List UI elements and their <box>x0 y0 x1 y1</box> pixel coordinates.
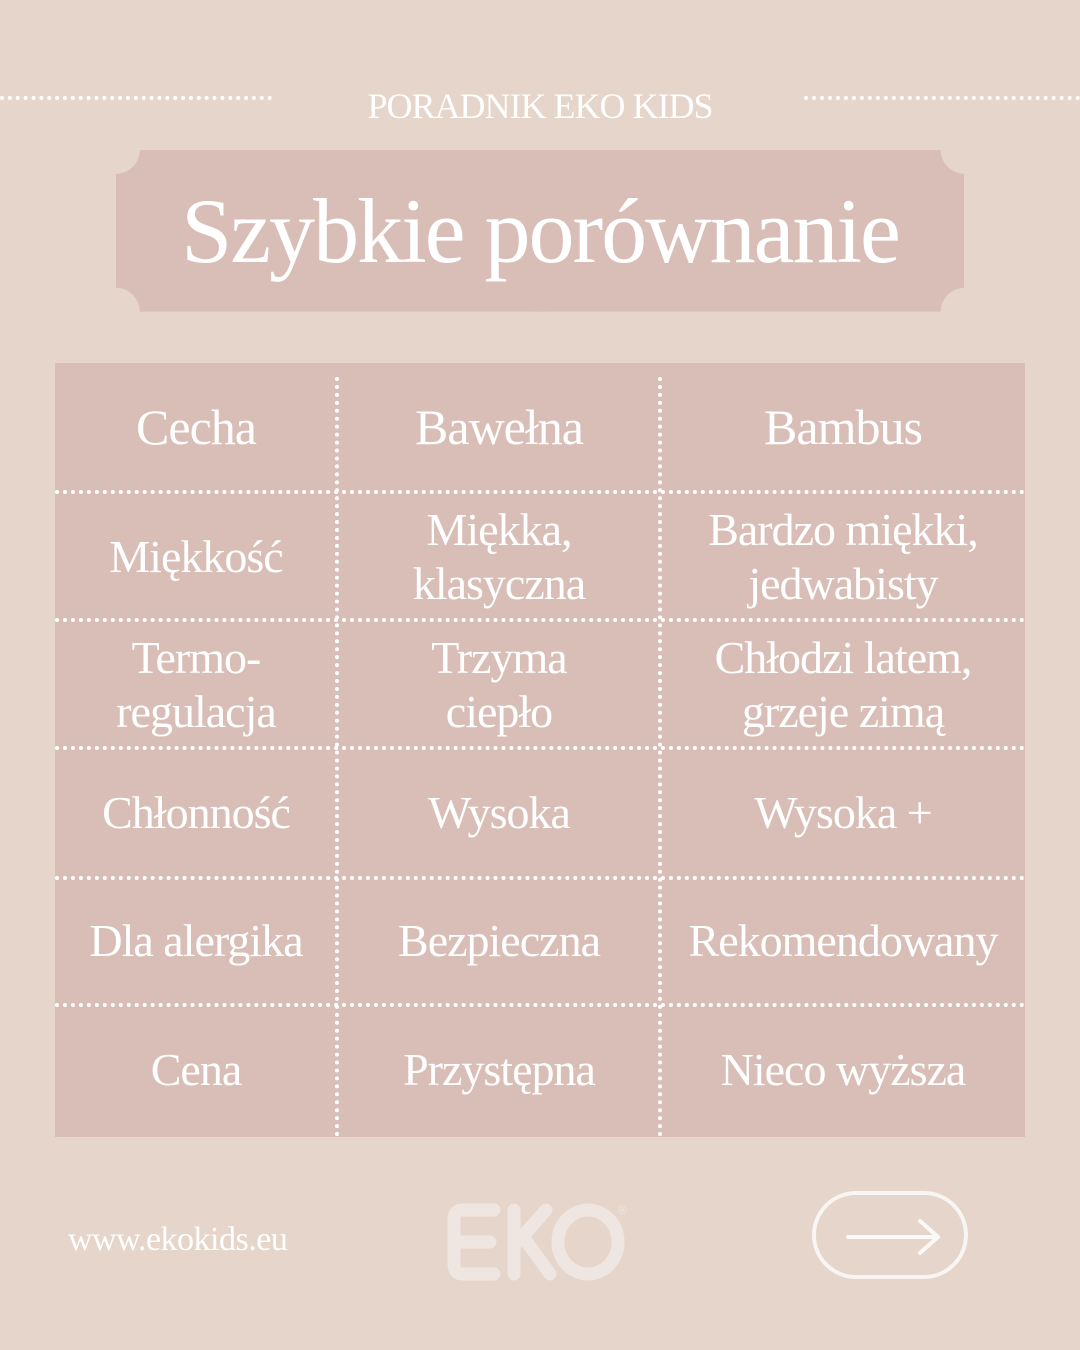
table-row <box>55 493 1025 621</box>
next-button[interactable] <box>812 1191 968 1279</box>
column-header: Cecha <box>136 399 256 455</box>
row-feature: Dla alergika <box>89 915 303 966</box>
bamboo-value: Rekomendowany <box>688 915 998 966</box>
arrow-right-icon <box>844 1215 944 1259</box>
cotton-value: Bezpieczna <box>398 915 600 966</box>
bamboo-value: Wysoka + <box>754 787 932 838</box>
cotton-value: Miękka, klasyczna <box>412 504 586 609</box>
row-feature: Termo- regulacja <box>116 632 276 737</box>
bamboo-value: Chłodzi latem, grzeje zimą <box>714 632 972 737</box>
table-row <box>55 621 1025 749</box>
eko-logo-mark <box>446 1198 636 1284</box>
bamboo-value: Nieco wyższa <box>720 1044 966 1095</box>
row-feature: Miękkość <box>109 531 283 582</box>
table-row <box>55 877 1025 1005</box>
page-title: Szybkie porównanie <box>181 180 899 282</box>
column-header: Bambus <box>764 399 922 455</box>
cotton-value: Trzyma ciepło <box>431 632 567 737</box>
table-row <box>55 749 1025 877</box>
column-header: Bawełna <box>415 399 583 455</box>
registered-mark: ® <box>618 1203 627 1217</box>
row-feature: Cena <box>150 1044 242 1095</box>
row-feature: Chłonność <box>102 787 290 838</box>
eko-logo <box>446 1198 636 1284</box>
dotted-divider-right <box>804 96 1080 100</box>
website-link[interactable]: www.ekokids.eu <box>68 1221 288 1258</box>
table-header-row <box>55 363 1025 491</box>
bamboo-value: Bardzo miękki, jedwabisty <box>708 504 978 609</box>
table-row <box>55 1006 1025 1134</box>
cotton-value: Wysoka <box>428 787 570 838</box>
guide-kicker: PORADNIK EKO KIDS <box>367 86 713 126</box>
comparison-table <box>55 363 1025 1137</box>
cotton-value: Przystępna <box>403 1044 595 1095</box>
